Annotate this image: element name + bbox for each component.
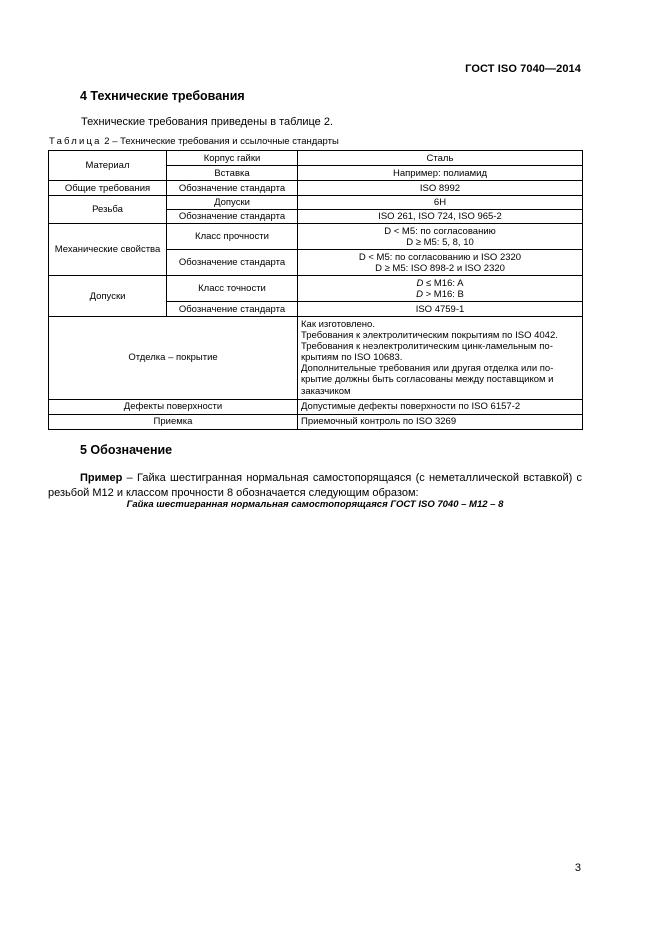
diameter-symbol: D: [416, 288, 423, 300]
cell-tol-group: Допуски: [49, 276, 167, 317]
finish-line: Требования к электролитическим покрытиям по ISO 4042.: [301, 330, 558, 342]
cell-defects: Дефекты поверхности: [49, 399, 298, 414]
cell-thread-tolerances: Допуски: [167, 196, 298, 210]
cell-insert-value: Например: полиамид: [298, 166, 583, 181]
cell-body-nut: Корпус гайки: [167, 151, 298, 166]
cell-insert: Вставка: [167, 166, 298, 181]
diameter-symbol: D: [416, 277, 424, 289]
cell-general-value: ISO 8992: [298, 181, 583, 196]
table-row: [49, 317, 583, 400]
finish-line: заказчиком: [301, 385, 351, 397]
finish-line: Дополнительные требования или другая отделка или по-: [301, 363, 554, 375]
cell-thread: Резьба: [49, 196, 167, 224]
finish-line: крытиям по ISO 10683.: [301, 352, 403, 364]
cell-std-designation: Обозначение стандарта: [167, 181, 298, 196]
finish-line: Требования к неэлектролитическим цинк-ламельным по-: [301, 341, 553, 353]
cell-std-designation: Обозначение стандарта: [167, 250, 298, 276]
accuracy-line: [301, 278, 579, 289]
cell-finish: Отделка – покрытие: [49, 317, 298, 400]
cell-steel: Сталь: [298, 151, 583, 166]
section-4-intro: Технические требования приведены в таблице 2.: [81, 116, 334, 128]
document-id: ГОСТ ISO 7040—2014: [465, 63, 581, 75]
cell-thread-std-value: ISO 261, ISO 724, ISO 965-2: [298, 210, 583, 224]
table-row: [49, 196, 583, 210]
cell-thread-tol-value: 6H: [298, 196, 583, 210]
table-row: [49, 181, 583, 196]
cell-material: Материал: [49, 151, 167, 181]
table-row: [49, 224, 583, 250]
requirements-table: [48, 150, 583, 430]
table-caption-label: Таблица: [49, 136, 102, 147]
finish-line: крытие должны быть согласованы между поставщиком и: [301, 374, 554, 386]
finish-line: Как изготовлено.: [301, 319, 375, 330]
cell-strength-class: Класс прочности: [167, 224, 298, 250]
example-text: – Гайка шестигранная нормальная самостопорящаяся (с неметаллической вставкой) с резьбой M12 и классом прочности 8 обозначается следующим образом:: [48, 472, 582, 499]
accuracy-line: [301, 289, 579, 300]
cell-accuracy-value: [298, 276, 583, 302]
accuracy-text: > M16: B: [422, 288, 464, 300]
cell-strength-value: [298, 224, 583, 250]
table-row: [49, 151, 583, 166]
table-row: [49, 414, 583, 429]
strength-line: D ≥ M5: 5, 8, 10: [406, 236, 474, 248]
cell-mech-std-value: [298, 250, 583, 276]
strength-line: D < M5: по согласованию: [384, 225, 496, 237]
cell-finish-value: [298, 317, 583, 400]
table-row: [49, 276, 583, 302]
mech-std-line: D < M5: по согласованию и ISO 2320: [358, 251, 522, 263]
cell-accuracy-class: Класс точности: [167, 276, 298, 302]
cell-std-designation: Обозначение стандарта: [167, 210, 298, 224]
section-4-title: 4 Технические требования: [80, 89, 245, 103]
cell-acceptance: Приемка: [49, 414, 298, 429]
section-5-title: 5 Обозначение: [80, 443, 173, 457]
table-caption: [49, 136, 339, 147]
mech-std-line: D ≥ M5: ISO 898-2 и ISO 2320: [375, 262, 505, 274]
designation-example: Гайка шестигранная нормальная самостопорящаяся ГОСТ ISO 7040 – M12 – 8: [126, 499, 504, 510]
page-number: 3: [574, 862, 581, 874]
cell-std-designation: Обозначение стандарта: [167, 302, 298, 317]
cell-tol-std-value: ISO 4759-1: [298, 302, 583, 317]
table-caption-text: 2 – Технические требования и ссылочные стандарты: [101, 136, 339, 147]
accuracy-text: ≤ M16: A: [423, 277, 464, 289]
cell-acceptance-value: Приемочный контроль по ISO 3269: [298, 414, 583, 429]
example-paragraph: [48, 471, 582, 501]
cell-general: Общие требования: [49, 181, 167, 196]
cell-defects-value: Допустимые дефекты поверхности по ISO 6157-2: [298, 399, 583, 414]
example-label: Пример: [80, 472, 123, 484]
table-row: [49, 399, 583, 414]
cell-mech: Механические свойства: [49, 224, 167, 276]
